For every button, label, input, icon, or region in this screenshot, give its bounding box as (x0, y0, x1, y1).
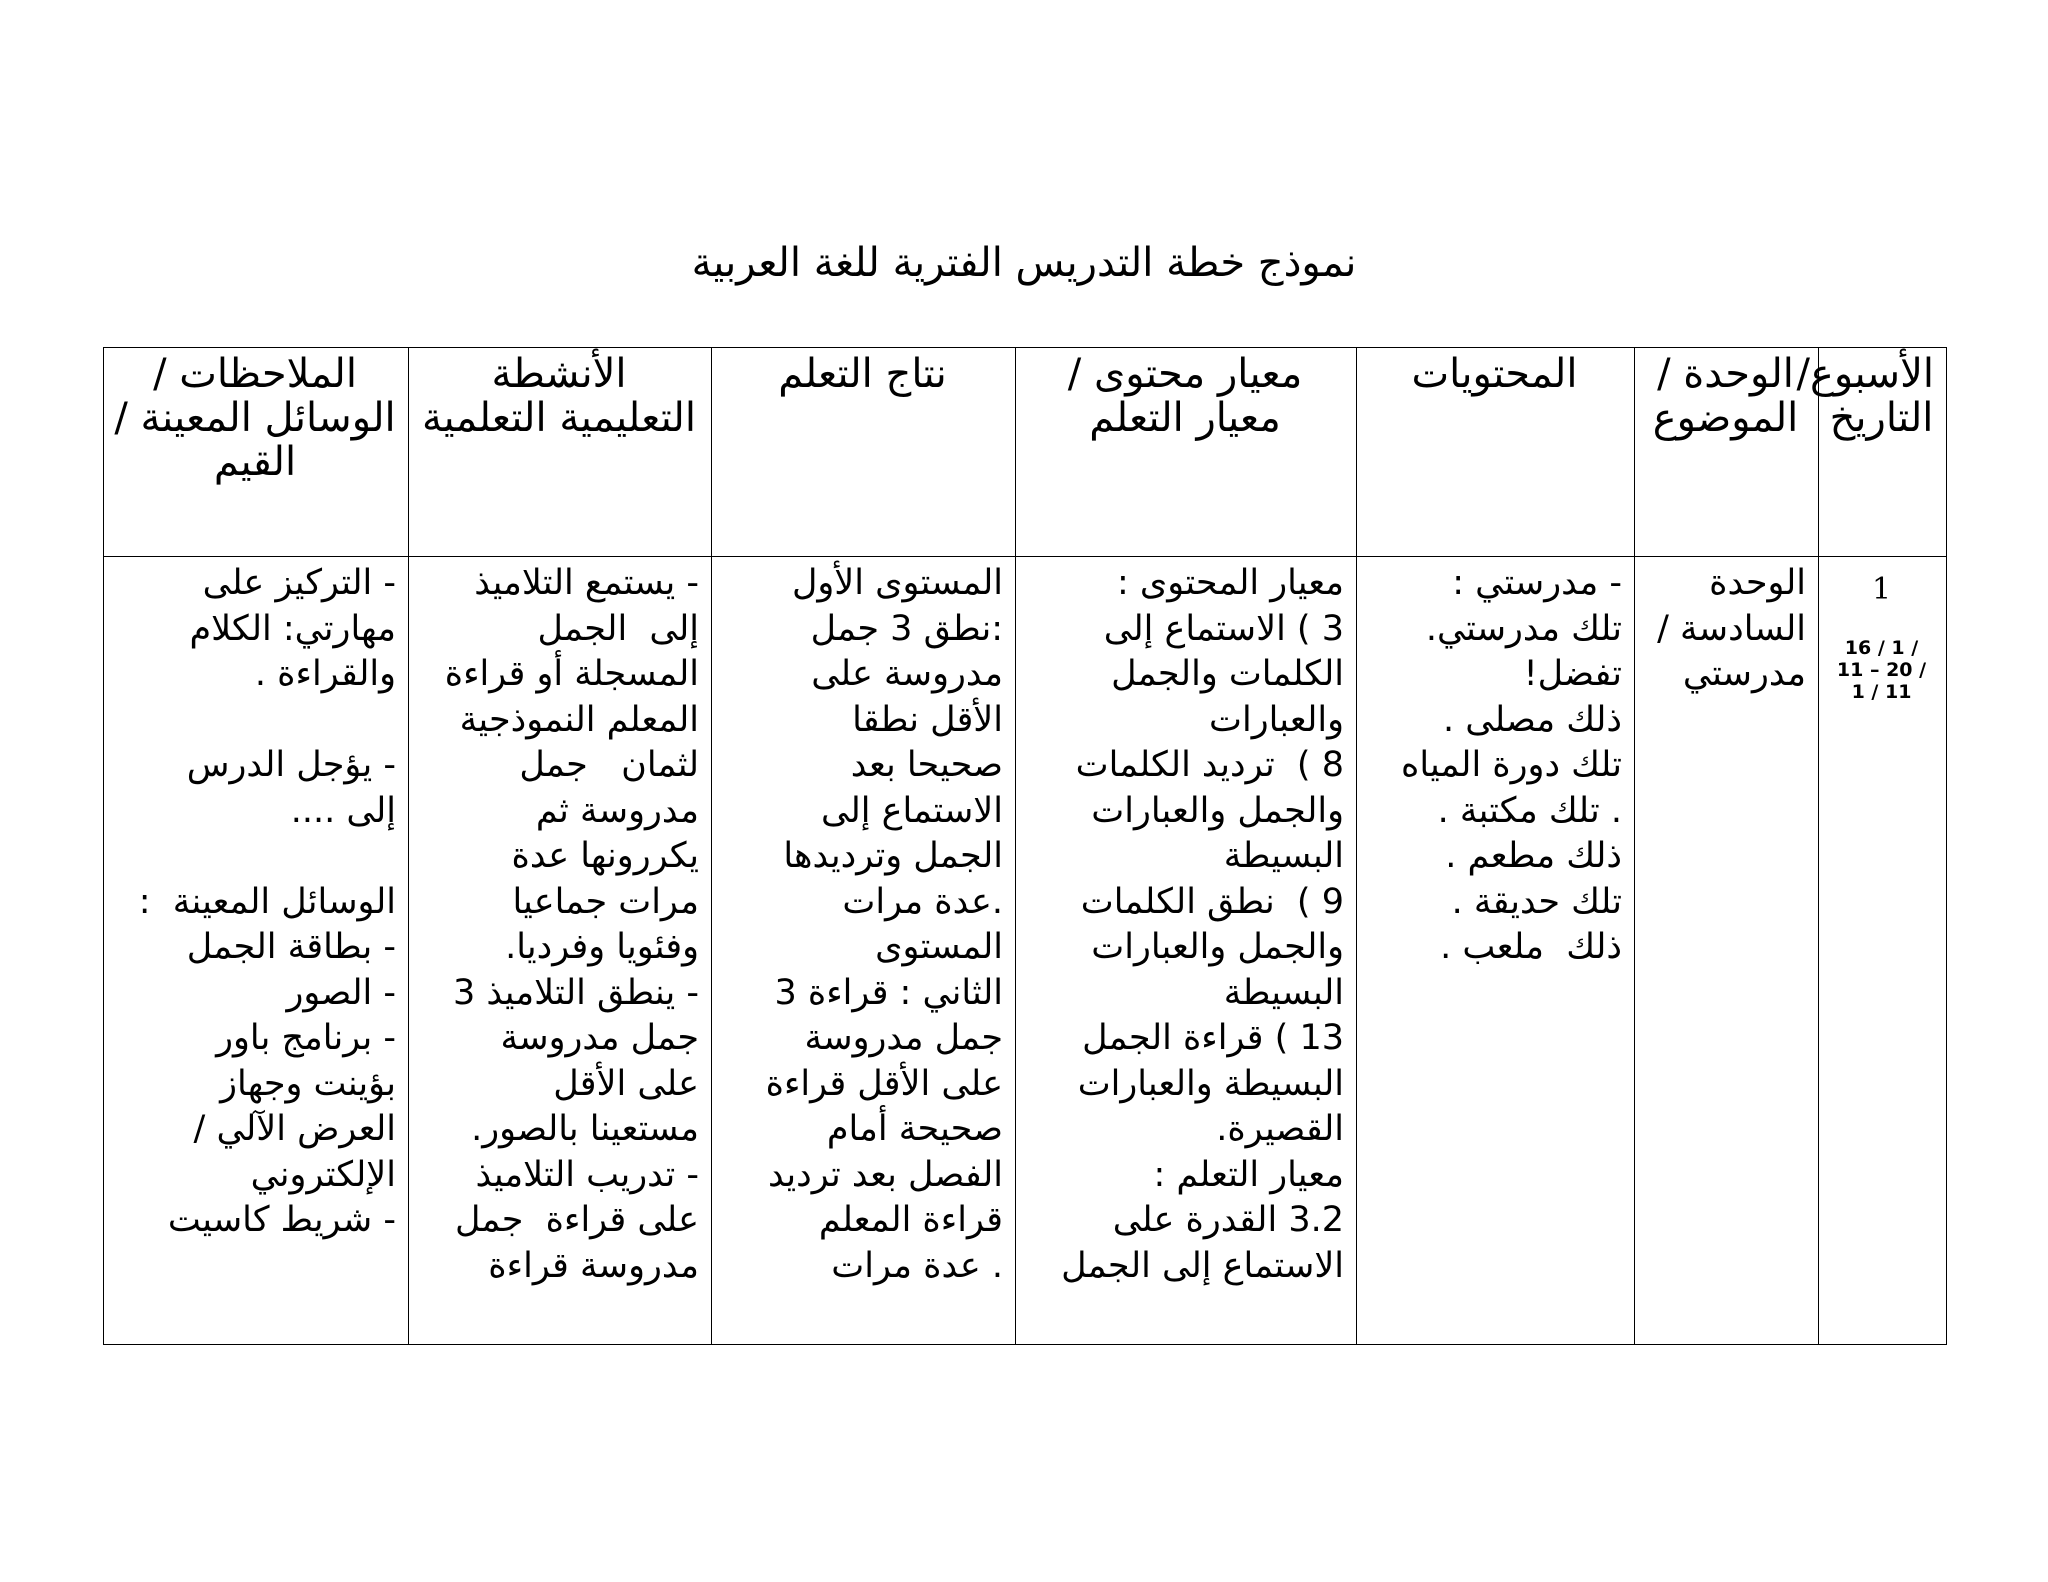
text-line: الجمل وترديدها (783, 836, 1003, 876)
text-line: تلك حديقة . (1451, 881, 1622, 922)
text-line: الفصل بعد ترديد (768, 1154, 1003, 1195)
header-standard: معيار محتوى / معيار التعلم (1016, 348, 1357, 557)
text-line: 3 ) الاستماع إلى (1103, 608, 1344, 649)
text-line: - تدريب التلاميذ (475, 1154, 699, 1195)
header-activities: الأنشطة التعليمية التعلمية (409, 348, 712, 557)
text-line: مهارتي: الكلام (189, 608, 396, 649)
cell-notes (104, 557, 409, 1345)
text-line: الثاني : قراءة 3 (774, 972, 1003, 1013)
text-line: إلى الجمل (537, 608, 699, 649)
text-line: .عدة مرات (842, 881, 1003, 922)
text-line: الأقل نطقا (852, 699, 1003, 740)
text-line: والجمل والعبارات (1091, 790, 1344, 831)
header-unit: الوحدة / الموضوع (1635, 348, 1819, 557)
text-line: الكلمات والجمل (1111, 654, 1344, 694)
text-line: - التركيز على (202, 563, 396, 603)
text-line: إلى .... (290, 790, 396, 831)
text-line: 8 ) ترديد الكلمات (1075, 745, 1344, 785)
text-line (114, 698, 396, 744)
text-line: والقراءة . (254, 654, 396, 694)
text-line: - شريط كاسيت (167, 1200, 396, 1240)
text-line: صحيحا بعد (850, 745, 1003, 785)
text-line: الوسائل المعينة : (138, 881, 396, 922)
text-line: تلك مدرستي. (1425, 608, 1622, 649)
text-line: على الأقل (553, 1063, 699, 1104)
text-line: على قراءة جمل (455, 1200, 699, 1240)
text-line: الاستماع إلى (820, 790, 1003, 831)
text-line: القصيرة. (1216, 1109, 1344, 1149)
text-line: والعبارات (1209, 699, 1344, 740)
text-line: - مدرستي : (1452, 563, 1622, 603)
text-line: مدروسة ثم (535, 790, 699, 831)
text-line: - برنامج باور (216, 1018, 396, 1058)
text-line (114, 834, 396, 880)
text-line: مدروسة على (811, 654, 1003, 694)
text-line: لثمان جمل (519, 745, 699, 785)
text-line: المعلم النموذجية (459, 699, 699, 740)
text-line: يكررونها عدة (511, 836, 699, 876)
text-line: على الأقل قراءة (765, 1063, 1003, 1104)
text-line: مدروسة قراءة (488, 1245, 699, 1286)
text-line: المستوى (875, 927, 1003, 967)
text-line: المسجلة أو قراءة (444, 654, 699, 694)
text-line: البسيطة (1223, 836, 1344, 876)
cell-activities (409, 557, 712, 1345)
text-line: العرض الآلي / (193, 1109, 396, 1149)
page-title: نموذج خطة التدريس الفترية للغة العربية (691, 240, 1357, 286)
unit-text: الوحدة السادسة / مدرستي (1657, 563, 1806, 694)
text-line: 9 ) نطق الكلمات (1080, 881, 1344, 922)
text-line: الإلكتروني (250, 1154, 396, 1195)
week-number: 1 (1871, 572, 1892, 607)
cell-contents (1357, 557, 1635, 1345)
teaching-plan-table (103, 347, 1947, 1345)
header-contents: المحتويات (1357, 348, 1635, 557)
text-line: وفئويا وفرديا. (505, 927, 699, 967)
text-line: قراءة المعلم (818, 1200, 1003, 1240)
text-line: والجمل والعبارات (1091, 927, 1344, 967)
cell-unit (1635, 557, 1819, 1345)
text-line: البسيطة والعبارات (1077, 1063, 1344, 1104)
text-line: البسيطة (1223, 972, 1344, 1013)
week-dates: 16 / 1 / 11 – 20 / 1 / 11 (1836, 636, 1927, 703)
text-line: الاستماع إلى الجمل (1061, 1245, 1344, 1286)
text-line: ذلك ملعب . (1440, 927, 1622, 967)
text-line: - ينطق التلاميذ 3 (452, 972, 699, 1013)
text-line: معيار التعلم : (1153, 1154, 1344, 1195)
table-row (104, 557, 1947, 1345)
text-line: 3.2 القدرة على (1112, 1200, 1344, 1240)
text-line: ذلك مطعم . (1445, 836, 1622, 876)
text-line: ذلك مصلى . (1443, 699, 1622, 740)
cell-outcome (712, 557, 1016, 1345)
text-line: - يستمع التلاميذ (474, 563, 699, 603)
text-line: مرات جماعيا (512, 881, 699, 922)
cell-standard (1016, 557, 1357, 1345)
text-line: جمل مدروسة (804, 1018, 1003, 1058)
text-line: بؤينت وجهاز (220, 1063, 396, 1104)
text-line: - الصور (286, 972, 396, 1013)
text-line: صحيحة أمام (826, 1109, 1003, 1149)
header-week: الأسبوع/ التاريخ (1819, 348, 1947, 557)
text-line: المستوى الأول (791, 563, 1003, 603)
text-line: تفضل! (1523, 654, 1622, 694)
header-notes: الملاحظات / الوسائل المعينة / القيم (104, 348, 409, 557)
text-line: مستعينا بالصور. (471, 1109, 699, 1149)
text-line: :نطق 3 جمل (810, 608, 1003, 649)
text-line: تلك دورة المياه (1401, 745, 1622, 785)
text-line: . تلك مكتبة . (1437, 790, 1622, 831)
text-line: . عدة مرات (831, 1245, 1003, 1286)
cell-week (1819, 557, 1947, 1345)
text-line: - يؤجل الدرس (186, 745, 396, 785)
header-row (104, 348, 1947, 557)
text-line: - بطاقة الجمل (186, 927, 396, 967)
text-line: معيار المحتوى : (1116, 563, 1344, 603)
header-outcome: نتاج التعلم (712, 348, 1016, 557)
text-line: 13 ) قراءة الجمل (1082, 1018, 1344, 1058)
text-line: جمل مدروسة (500, 1018, 699, 1058)
